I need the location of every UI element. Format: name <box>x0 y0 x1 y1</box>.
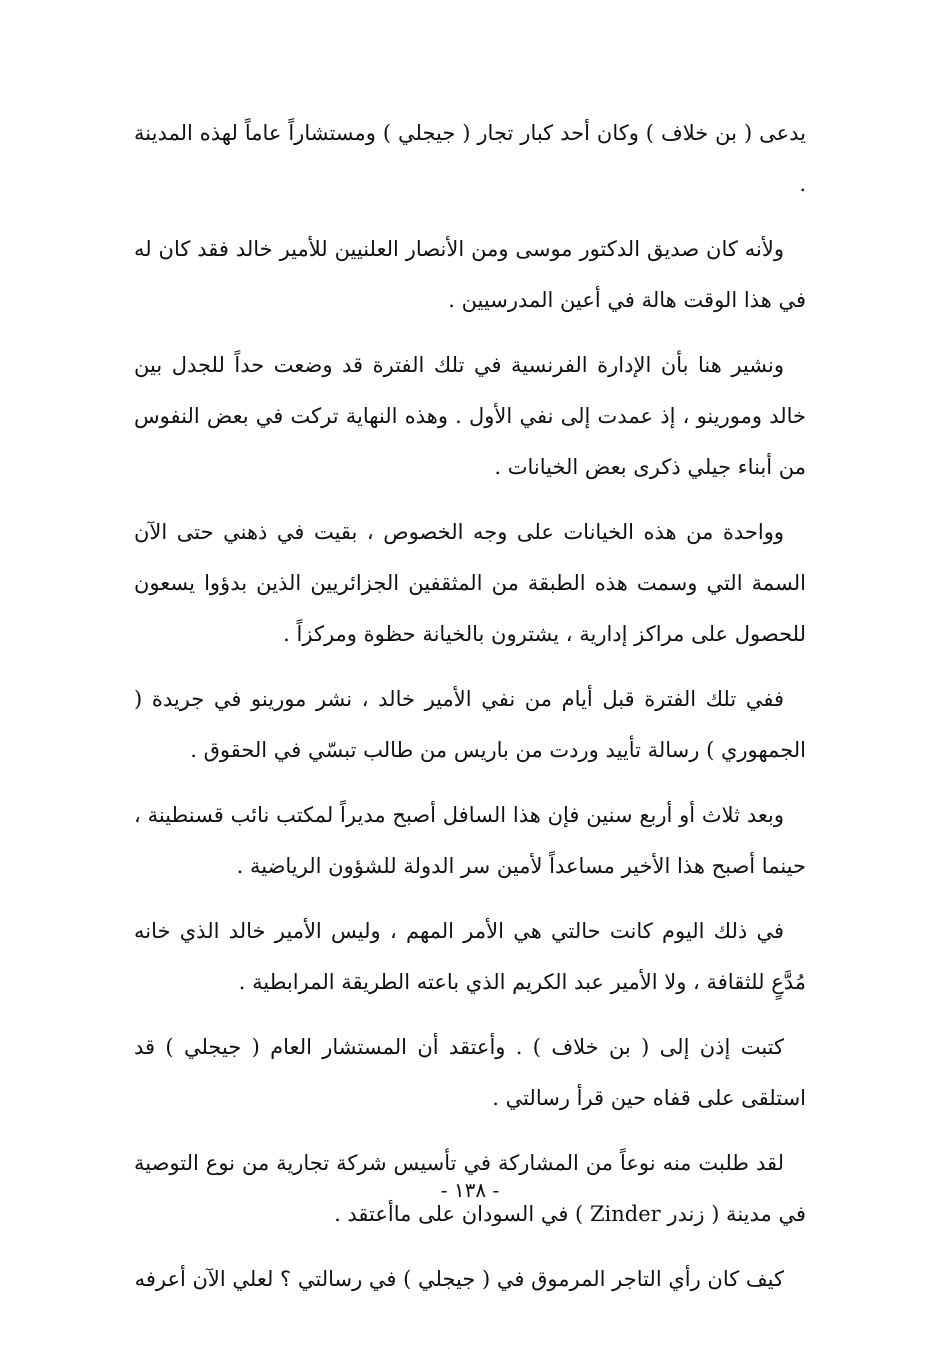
paragraph-8: كتبت إذن إلى ( بن خلاف ) . وأعتقد أن المستشار العام ( جيجلي ) قد استلقى على قفاه حين قرأ رسالتي . <box>134 1035 806 1110</box>
paragraph-5: ففي تلك الفترة قبل أيام من نفي الأمير خالد ، نشر مورينو في جريدة ( الجمهوري ) رسالة تأييد وردت من باريس من طالب تبسّي في الحقوق . <box>134 687 806 762</box>
paragraph-6: وبعد ثلاث أو أربع سنين فإن هذا السافل أصبح مديراً لمكتب نائب قسنطينة ، حينما أصبح هذا الأخير مساعداً لأمين سر الدولة للشؤون الرياضية . <box>134 803 806 878</box>
body-text <box>134 108 806 1319</box>
paragraph-1: يدعى ( بن خلاف ) وكان أحد كبار تجار ( جيجلي ) ومستشاراً عاماً لهذه المدينة . <box>134 121 806 196</box>
paragraph-10: كيف كان رأي التاجر المرموق في ( جيجلي ) في رسالتي ؟ لعلي الآن أعرفه <box>134 1267 784 1291</box>
paragraph-3: ونشير هنا بأن الإدارة الفرنسية في تلك الفترة قد وضعت حداً للجدل بين خالد ومورينو ، إذ عمدت إلى نفي الأول . وهذه النهاية تركت في بعض النفوس من أبناء جيلي ذكرى بعض الخيانات . <box>134 353 806 479</box>
page-number: - ١٣٨ - <box>440 1178 500 1202</box>
paragraph-9: لقد طلبت منه نوعاً من المشاركة في تأسيس شركة تجارية من نوع التوصية في مدينة ( زندر Zinder ) في السودان على ماأعتقد . <box>134 1151 806 1226</box>
paragraph-2: ولأنه كان صديق الدكتور موسى ومن الأنصار العلنيين للأمير خالد فقد كان له في هذا الوقت هالة في أعين المدرسيين . <box>134 237 806 312</box>
paragraph-4: وواحدة من هذه الخيانات على وجه الخصوص ، بقيت في ذهني حتى الآن السمة التي وسمت هذه الطبقة من المثقفين الجزائريين الذين بدؤوا يسعون للحصول على مراكز إدارية ، يشترون بالخيانة حظوة ومركزاً . <box>134 520 806 646</box>
paragraph-7: في ذلك اليوم كانت حالتي هي الأمر المهم ، وليس الأمير خالد الذي خانه مُدَّعٍ للثقافة ، ولا الأمير عبد الكريم الذي باعته الطريقة المرابطية . <box>134 919 806 994</box>
